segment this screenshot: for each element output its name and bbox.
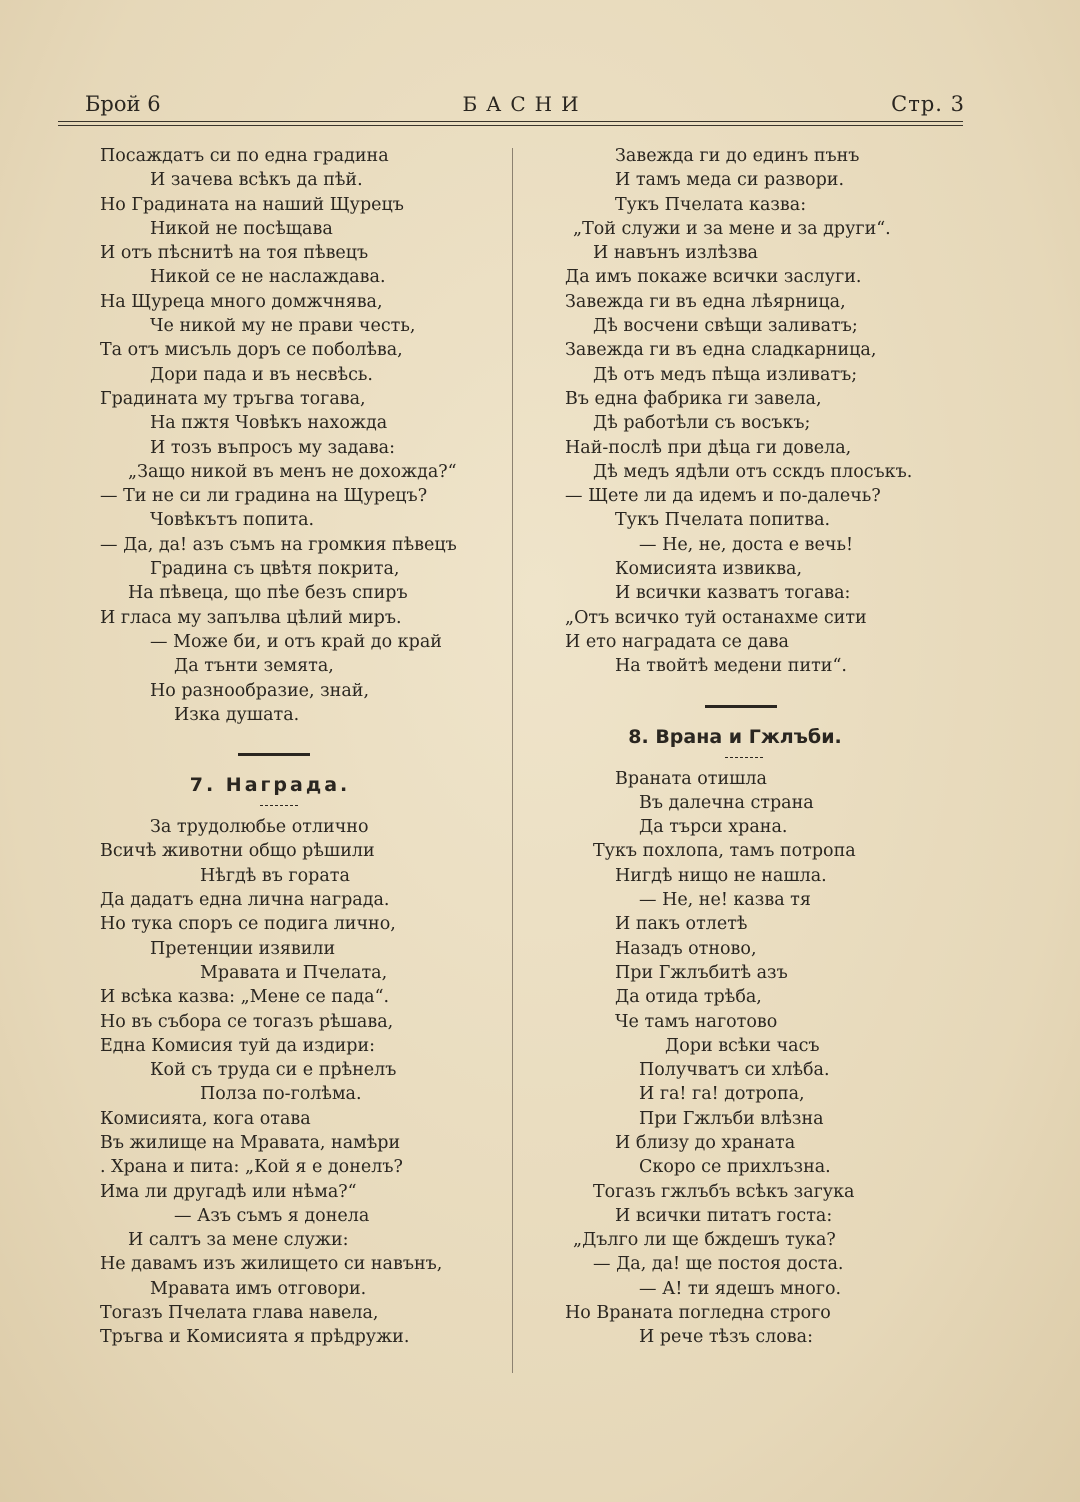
verse-line: За трудолюбье отлично bbox=[150, 817, 369, 838]
verse-line: При Гжлъби влѣзна bbox=[639, 1108, 824, 1129]
verse-line: И ето наградата се дава bbox=[565, 631, 789, 652]
verse-line: Изка душата. bbox=[174, 704, 300, 725]
section-separator bbox=[565, 679, 965, 719]
verse-line: И всички питатъ госта: bbox=[615, 1205, 833, 1226]
verse-line: Полза по-голѣма. bbox=[200, 1084, 362, 1105]
verse-line: Но Градината на наший Щурецъ bbox=[100, 194, 404, 215]
column-divider bbox=[512, 148, 513, 1373]
title-ornament bbox=[565, 755, 965, 767]
verse-line: Завежда ги въ една сладкарница, bbox=[565, 340, 877, 361]
verse-line: Претенции изявили bbox=[150, 938, 336, 959]
verse-line: На Щуреца много домжчнява, bbox=[100, 291, 383, 312]
verse-line: — Може би, и отъ край до край bbox=[150, 631, 442, 652]
verse-line: Назадъ отново, bbox=[615, 938, 757, 959]
verse-line: На пѣвеца, що пѣе безъ спиръ bbox=[128, 583, 408, 604]
verse-line: И навънъ излѣзва bbox=[593, 243, 758, 264]
verse-line: Да отида трѣба, bbox=[615, 987, 762, 1008]
verse-line: — Ти не си ли градина на Щурецъ? bbox=[100, 486, 428, 507]
verse-line: Но въ събора се тогазъ рѣшава, bbox=[100, 1011, 394, 1032]
header-rule bbox=[58, 121, 963, 122]
verse-line: Тукъ Пчелата попитва. bbox=[615, 510, 831, 531]
verse-line: Нигдѣ нищо не нашла. bbox=[615, 865, 827, 886]
verse-line: Но Враната погледна строго bbox=[565, 1303, 831, 1324]
verse-line: Да търси храна. bbox=[639, 817, 788, 838]
verse-line: Дори всѣки часъ bbox=[665, 1035, 820, 1056]
verse-line: Да дадатъ една лична награда. bbox=[100, 890, 390, 911]
verse-line: И пакъ отлетѣ bbox=[615, 914, 748, 935]
poem-continuation bbox=[100, 144, 500, 727]
page-number: Стр. 3 bbox=[891, 92, 965, 116]
verse-line: Та отъ мисъль доръ се поболѣва, bbox=[100, 340, 403, 361]
verse-line: И тозъ въпросъ му задава: bbox=[150, 437, 396, 458]
section-separator bbox=[100, 727, 500, 767]
verse-line: — Да, да! азъ съмъ на громкия пѣвецъ bbox=[100, 534, 457, 555]
verse-line: Тръгва и Комисията я прѣдружи. bbox=[100, 1327, 410, 1348]
verse-line: — Не, не! казва тя bbox=[639, 890, 811, 911]
page-title: БАСНИ bbox=[462, 92, 588, 116]
issue-number: Брой 6 bbox=[85, 92, 161, 116]
verse-line: Комисията, кога отава bbox=[100, 1108, 311, 1129]
verse-line: Не давамъ изъ жилището си навънъ, bbox=[100, 1254, 443, 1275]
verse-line: Тукъ Пчелата казва: bbox=[615, 194, 807, 215]
verse-line: Но тука споръ се подига лично, bbox=[100, 914, 396, 935]
verse-line: Скоро се прихлъзна. bbox=[639, 1157, 831, 1178]
verse-line: На пжтя Човѣкъ нахожда bbox=[150, 413, 388, 434]
verse-line: Получватъ си хлѣба. bbox=[639, 1060, 830, 1081]
verse-line: И рече тѣзъ слова: bbox=[639, 1327, 813, 1348]
title-ornament bbox=[100, 803, 500, 815]
verse-line: Дѣ отъ медъ пѣща изливатъ; bbox=[593, 364, 858, 385]
verse-line: Че никой му не прави честь, bbox=[150, 316, 416, 337]
verse-line: Никой не посѣщава bbox=[150, 218, 333, 239]
verse-line: Завежда ги до единъ пънъ bbox=[615, 146, 860, 166]
left-column bbox=[100, 144, 500, 1350]
section-7-title: 7. Награда. bbox=[189, 774, 351, 797]
header-rule-thin bbox=[58, 125, 963, 126]
verse-line: „Дълго ли ще бждешъ тука? bbox=[573, 1230, 836, 1251]
verse-line: И га! га! дотропа, bbox=[639, 1084, 805, 1105]
verse-line: Въ жилище на Мравата, намѣри bbox=[100, 1132, 401, 1153]
section-8-title: 8. Врана и Гжлъби. bbox=[628, 725, 842, 748]
verse-line: — Да, да! ще постоя доста. bbox=[593, 1254, 844, 1275]
verse-line: И салтъ за мене служи: bbox=[128, 1230, 349, 1251]
verse-line: „Той служи и за мене и за други“. bbox=[573, 218, 891, 239]
verse-line: Човѣкътъ попита. bbox=[150, 510, 315, 531]
verse-line: Посаждатъ си по една градина bbox=[100, 146, 389, 166]
verse-line: Тогазъ гжлъбъ всѣкъ загука bbox=[593, 1181, 855, 1202]
verse-line: — Не, не, доста е вечь! bbox=[639, 534, 853, 555]
verse-line: Най-послѣ при дѣца ги довела, bbox=[565, 437, 852, 458]
verse-line: Градината му тръгва тогава, bbox=[100, 388, 366, 409]
verse-line: Нѣгдѣ въ горaта bbox=[200, 865, 350, 886]
verse-line: — А! ти ядешъ много. bbox=[639, 1278, 842, 1299]
verse-line: И всѣка казва: „Мене се пада“. bbox=[100, 987, 390, 1008]
verse-line: Но разнообразие, знай, bbox=[150, 680, 370, 701]
verse-line: Че тамъ наготово bbox=[615, 1011, 778, 1032]
verse-line: Въ една фабрика ги завела, bbox=[565, 388, 822, 409]
verse-line: И близу до храната bbox=[615, 1132, 796, 1153]
verse-line: „Отъ всичко туй останахме сити bbox=[565, 607, 867, 628]
verse-line: „Защо никой въ менъ не дохожда?“ bbox=[128, 461, 457, 482]
verse-line: — Азъ съмъ я донела bbox=[174, 1205, 370, 1226]
verse-line: Въ далечна страна bbox=[639, 792, 814, 813]
verse-line: Всичѣ животни общо рѣшили bbox=[100, 841, 375, 862]
section-7-poem bbox=[100, 815, 500, 1350]
verse-line: Градина съ цвѣтя покрита, bbox=[150, 559, 400, 580]
verse-line: На твойтѣ медени пити“. bbox=[615, 656, 847, 677]
page-header bbox=[85, 92, 965, 124]
verse-line: Кой съ труда си е прѣнелъ bbox=[150, 1060, 397, 1081]
verse-line: Да имъ покаже всички заслуги. bbox=[565, 267, 862, 288]
verse-line: Дори пада и въ несвѣсь. bbox=[150, 364, 373, 385]
verse-line: . Храна и пита: „Кой я е донелъ? bbox=[100, 1157, 403, 1178]
verse-line: Враната отишла bbox=[615, 768, 767, 789]
verse-line: И всички казватъ тогава: bbox=[615, 583, 851, 604]
verse-line: Дѣ восчени свѣщи заливатъ; bbox=[593, 316, 858, 337]
verse-line: Тукъ похлопа, тамъ потропа bbox=[593, 841, 856, 862]
verse-line: Има ли другадѣ или нѣма?“ bbox=[100, 1181, 357, 1202]
verse-line: И гласа му запълва цѣлий миръ. bbox=[100, 607, 402, 628]
verse-line: Мравата и Пчелата, bbox=[200, 962, 388, 983]
verse-line: Дѣ работѣли съ восъкъ; bbox=[593, 413, 811, 434]
verse-line: Да тънти земята, bbox=[174, 656, 334, 677]
verse-line: Комисията извиква, bbox=[615, 559, 803, 580]
section-8-poem bbox=[565, 767, 965, 1350]
verse-line: И тамъ меда си развори. bbox=[615, 170, 845, 191]
verse-line: Тогазъ Пчелата глава навела, bbox=[100, 1303, 379, 1324]
verse-line: При Гжлъбитѣ азъ bbox=[615, 962, 788, 983]
verse-line: И зачева всѣкъ да пѣй. bbox=[150, 170, 363, 191]
verse-line: — Щете ли да идемъ и по-далечь? bbox=[565, 486, 881, 507]
verse-line: Никой се не наслаждава. bbox=[150, 267, 386, 288]
right-column bbox=[565, 144, 965, 1350]
verse-line: Една Комисия туй да издири: bbox=[100, 1035, 376, 1056]
verse-line: Завежда ги въ една лѣярница, bbox=[565, 291, 846, 312]
poem-7-continuation bbox=[565, 144, 965, 679]
verse-line: Дѣ медъ ядѣли отъ сскдъ плосъкъ. bbox=[593, 461, 913, 482]
verse-line: И отъ пѣснитѣ на тоя пѣвецъ bbox=[100, 243, 369, 264]
verse-line: Мравата имъ отговори. bbox=[150, 1278, 367, 1299]
